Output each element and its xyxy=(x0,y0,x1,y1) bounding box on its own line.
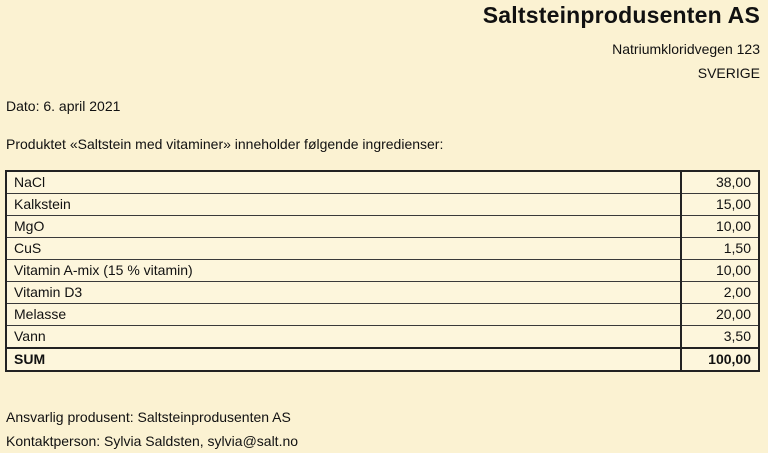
ingredient-name: Vitamin A-mix (15 % vitamin) xyxy=(6,260,681,282)
table-row xyxy=(6,326,759,349)
table-row xyxy=(6,304,759,326)
ingredient-value: 10,00 xyxy=(681,216,759,238)
table-row xyxy=(6,260,759,282)
ingredient-value: 3,50 xyxy=(681,326,759,349)
footer xyxy=(6,405,298,453)
ingredient-value: 20,00 xyxy=(681,304,759,326)
ingredient-value: 15,00 xyxy=(681,194,759,216)
ingredient-value: 38,00 xyxy=(681,171,759,194)
sum-value: 100,00 xyxy=(681,348,759,371)
sum-row xyxy=(6,348,759,371)
document-date: Dato: 6. april 2021 xyxy=(6,98,121,114)
table-row xyxy=(6,194,759,216)
ingredient-name: CuS xyxy=(6,238,681,260)
table-row xyxy=(6,238,759,260)
ingredient-name: MgO xyxy=(6,216,681,238)
ingredient-name: NaCl xyxy=(6,171,681,194)
address-line-country: SVERIGE xyxy=(697,65,760,81)
producer-line: Ansvarlig produsent: Saltsteinprodusenten AS xyxy=(6,409,291,425)
table-row xyxy=(6,216,759,238)
company-address xyxy=(612,37,760,85)
intro-text: Produktet «Saltstein med vitaminer» inneholder følgende ingredienser: xyxy=(6,136,444,152)
contact-line: Kontaktperson: Sylvia Saldsten, sylvia@salt.no xyxy=(6,433,299,449)
table-row xyxy=(6,282,759,304)
ingredient-name: Kalkstein xyxy=(6,194,681,216)
table-row xyxy=(6,171,759,194)
ingredient-name: Vitamin D3 xyxy=(6,282,681,304)
address-line-street: Natriumkloridvegen 123 xyxy=(612,41,760,57)
ingredient-value: 1,50 xyxy=(681,238,759,260)
ingredient-name: Vann xyxy=(6,326,681,349)
ingredient-value: 2,00 xyxy=(681,282,759,304)
company-name: Saltsteinprodusenten AS xyxy=(482,2,760,28)
sum-label: SUM xyxy=(6,348,681,371)
ingredient-value: 10,00 xyxy=(681,260,759,282)
ingredients-table xyxy=(5,170,760,372)
ingredient-name: Melasse xyxy=(6,304,681,326)
